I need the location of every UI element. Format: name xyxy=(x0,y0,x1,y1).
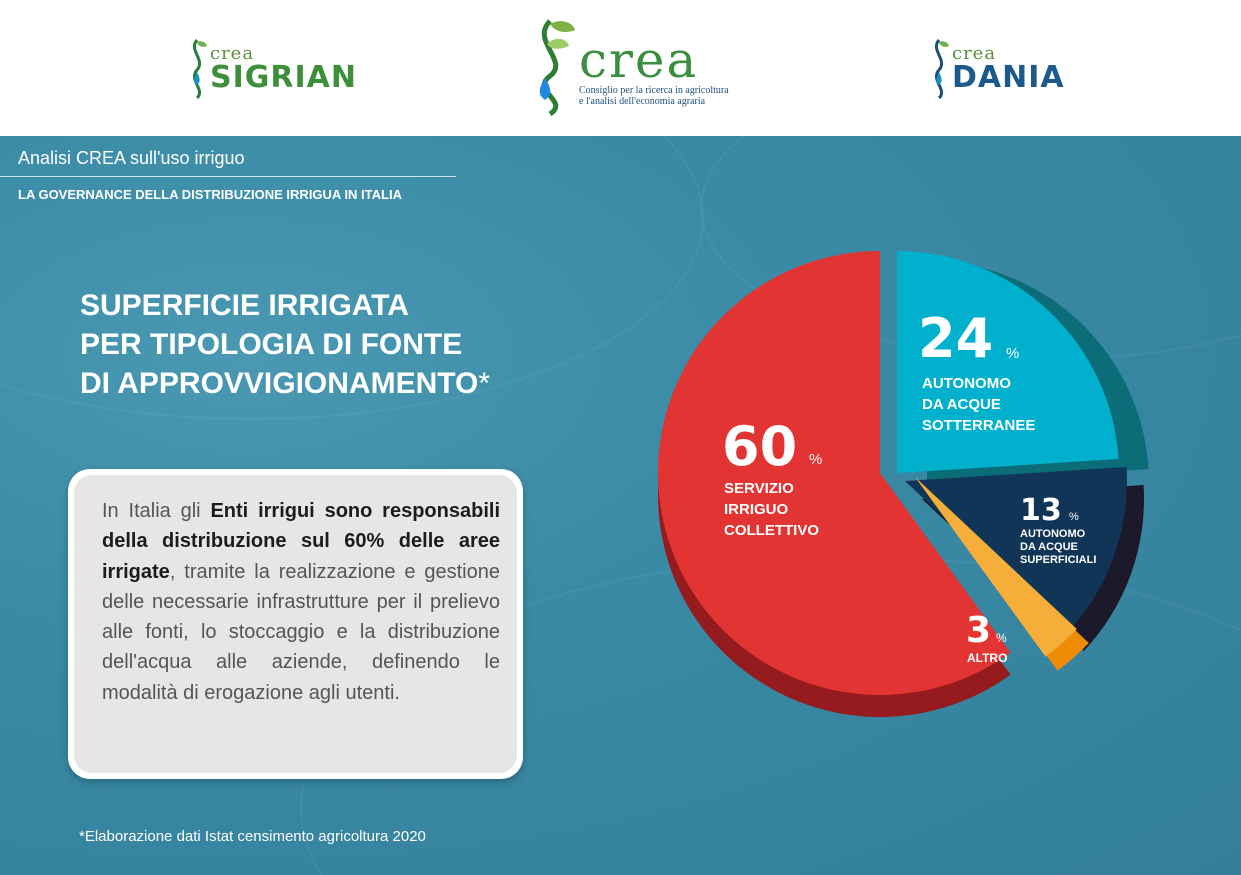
slice-category-label: SUPERFICIALI xyxy=(1020,554,1097,566)
slice-unit-label: % xyxy=(809,451,823,468)
info-text-bold: Enti irrigui sono responsabili della distribuzione sul 60% delle aree irrigate xyxy=(102,500,500,583)
chart-title-line-2: PER TIPOLOGIA DI FONTE xyxy=(80,328,463,361)
dania-name: DANIA xyxy=(952,60,1065,95)
slice-unit-label: % xyxy=(1006,345,1020,362)
slice-category-label: DA ACQUE xyxy=(1020,541,1078,553)
crea-subtitle-2: e l'analisi dell'economia agraria xyxy=(579,96,706,107)
slice-unit-label: % xyxy=(996,631,1007,645)
chart-title-line-3: DI APPROVVIGIONAMENTO xyxy=(80,367,479,400)
slice-category-label: SOTTERRANEE xyxy=(922,417,1036,434)
info-text-2: , tramite la realizzazione e gestione delle necessarie infrastrutture per il prelievo alle fonti, lo stoccaggio e la distribuzione dell'acqua alle aziende, definendo le modalità di erogazione agli utenti. xyxy=(102,560,500,704)
asterisk: * xyxy=(478,367,491,400)
slice-category-label: AUTONOMO xyxy=(1020,528,1086,540)
section-title: LA GOVERNANCE DELLA DISTRIBUZIONE IRRIGUA IN ITALIA xyxy=(18,187,402,202)
slice-unit-label: % xyxy=(1069,511,1079,523)
sigrian-prefix: crea xyxy=(210,43,255,64)
slice-value-label: 60 xyxy=(722,415,798,478)
slice-category-label: COLLETTIVO xyxy=(724,522,819,539)
slice-category-label: DA ACQUE xyxy=(922,396,1001,413)
slice-category-label: SERVIZIO xyxy=(724,480,794,497)
slice-value-label: 24 xyxy=(918,307,994,370)
slice-value-label: 13 xyxy=(1020,493,1062,528)
slice-category-label: ALTRO xyxy=(967,651,1008,665)
slice-category-label: IRRIGUO xyxy=(724,501,789,518)
info-text-1: In Italia gli xyxy=(102,500,211,522)
dania-prefix: crea xyxy=(952,43,997,64)
crea-subtitle-1: Consiglio per la ricerca in agricoltura xyxy=(579,85,729,96)
slice-value-label: 3 xyxy=(966,610,992,651)
subtitle: Analisi CREA sull'uso irriguo xyxy=(18,148,245,168)
chart-title-line-1: SUPERFICIE IRRIGATA xyxy=(80,289,409,322)
footnote: *Elaborazione dati Istat censimento agricoltura 2020 xyxy=(79,828,426,845)
crea-name: crea xyxy=(579,31,699,89)
slice-category-label: AUTONOMO xyxy=(922,375,1011,392)
sigrian-name: SIGRIAN xyxy=(210,60,357,95)
